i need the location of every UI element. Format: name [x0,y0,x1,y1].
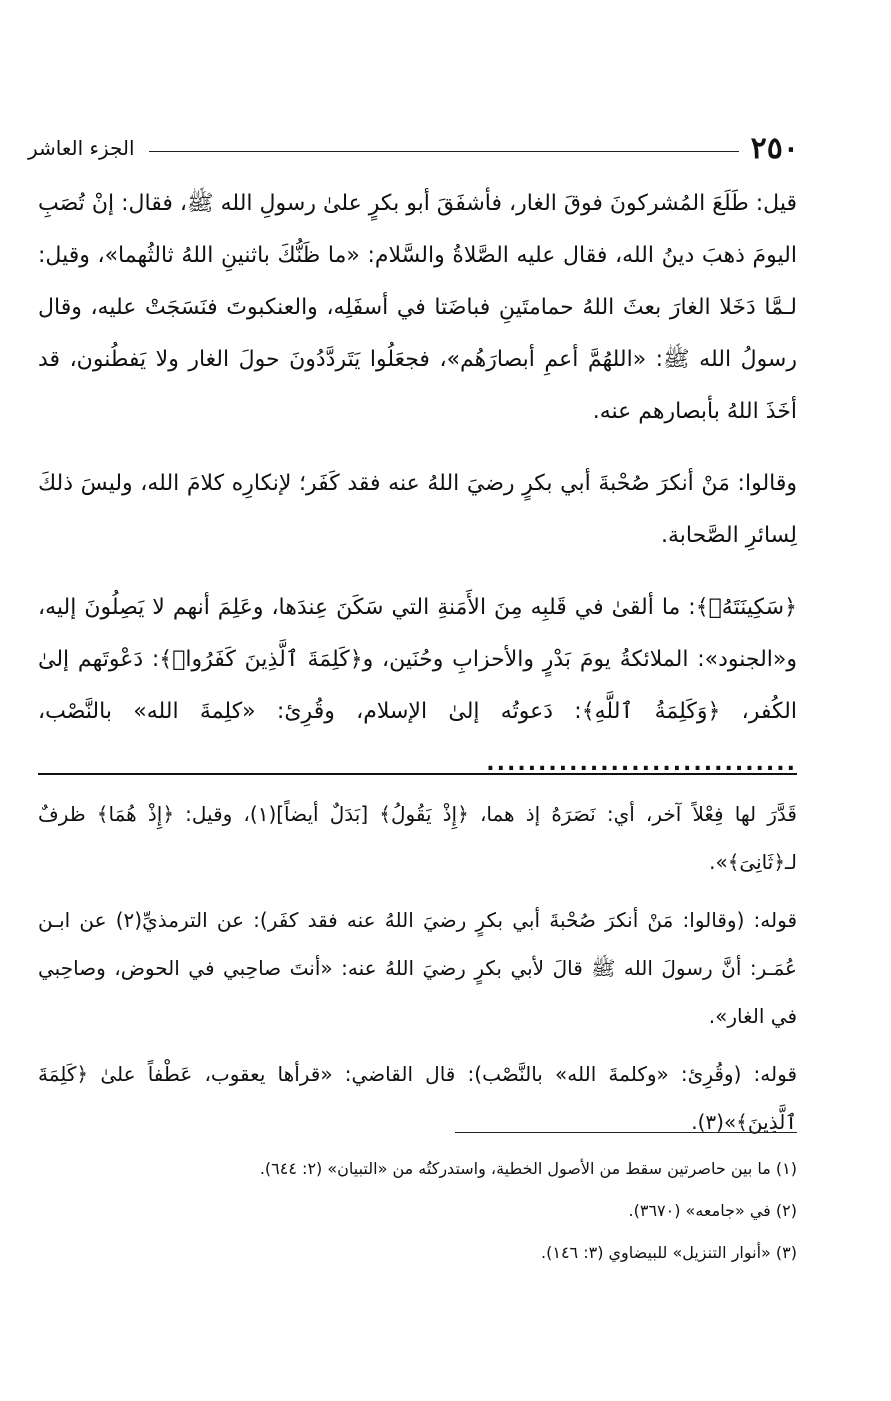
page-number: ٢٥٠ [750,130,799,166]
main-paragraph-1: قيل: طَلَعَ المُشركونَ فوقَ الغار، فأشفَقَ أبو بكرٍ علىٰ رسولِ الله ﷺ، فقال: إنْ تُصَبِ اليومَ ذهبَ دينُ الله، فقال عليه الصَّلاةُ والسَّلام: «ما ظَنُّكَ باثنينِ اللهُ ثالثُهما»، وقيل: لـمَّا دَخَلا الغارَ بعثَ اللهُ حمامتَينِ فباضَتا في أسفَلِه، والعنكبوتَ فنَسَجَتْ عليه، وقال رسولُ الله ﷺ: «اللهُمَّ أعمِ أبصارَهُم»، فجعَلُوا يَتَردَّدُونَ حولَ الغار ولا يَفطُنون، قد أخَذَ اللهُ بأبصارهم عنه. [38,191,797,424]
continuation-dots: .............................. [486,751,797,776]
main-paragraph-2: وقالوا: مَنْ أنكرَ صُحْبةَ أبي بكرٍ رضيَ اللهُ عنه فقد كَفَر؛ لإنكارِه كلامَ الله، وليسَ ذلكَ لِسائرِ الصَّحابة. [38,471,797,548]
main-text [38,178,797,790]
volume-title: الجزء العاشر [28,136,135,160]
main-paragraph-3 [38,582,797,790]
footnote-rule [455,1132,797,1133]
commentary-text [38,790,797,1146]
footnotes [38,1148,797,1274]
commentary-paragraph-2: قوله: (وقالوا: مَنْ أنكرَ صُحْبةَ أبي بكرٍ رضيَ اللهُ عنه فقد كفَر): عن الترمذيِّ(٢) عن ابـن عُمَـر: أنَّ رسولَ الله ﷺ قالَ لأبي بكرٍ رضيَ اللهُ عنه: «أنتَ صاحِبي في الحوض، وصاحِبي في الغار». [38,908,798,1028]
main-paragraph-3-text: ﴿سَكِينَتَهُۥ﴾: ما ألقىٰ في قَلبِه مِنَ الأَمَنةِ التي سَكَنَ عِندَها، وعَلِمَ أنهم لا يَصِلُونَ إليه، و«الجنود»: الملائكةُ يومَ بَدْرٍ والأحزابِ وحُنَين، و﴿كَلِمَةَ ٱلَّذِينَ كَفَرُوا۟﴾: دَعْوتَهم إلىٰ الكُفر، ﴿وَكَلِمَةُ ٱللَّهِ﴾: دَعوتُه إلىٰ الإسلام، وقُرِئ: «كلِمةَ الله» بالنَّصْب، [38,595,797,724]
commentary-paragraph-3: قوله: (وقُرِئ: «وكلمةَ الله» بالنَّصْب): قال القاضي: «قرأها يعقوب، عَطْفاً علىٰ ﴿كَلِمَةَ ٱلَّذِينَ﴾»(٣). [38,1062,797,1134]
header-rule [149,151,739,152]
text-divider [38,773,797,775]
footnote-1: (١) ما بين حاصرتين سقط من الأصول الخطية، واستدركتُه من «التبيان» (٢: ٦٤٤). [259,1159,797,1178]
footnote-3: (٣) «أنوار التنزيل» للبيضاوي (٣: ١٤٦). [541,1243,797,1262]
footnote-2: (٢) في «جامعه» (٣٦٧٠). [628,1201,797,1220]
page-header [28,125,799,171]
commentary-paragraph-1: قَدَّرَ لها فِعْلاً آخر، أي: نَصَرَهُ إذ هما، ﴿إِذْ يَقُولُ﴾ [بَدَلٌ أيضاً](١)، وقيل: ﴿إِذْ هُمَا﴾ ظرفٌ لـ﴿ثَانِىَ﴾». [38,802,797,874]
